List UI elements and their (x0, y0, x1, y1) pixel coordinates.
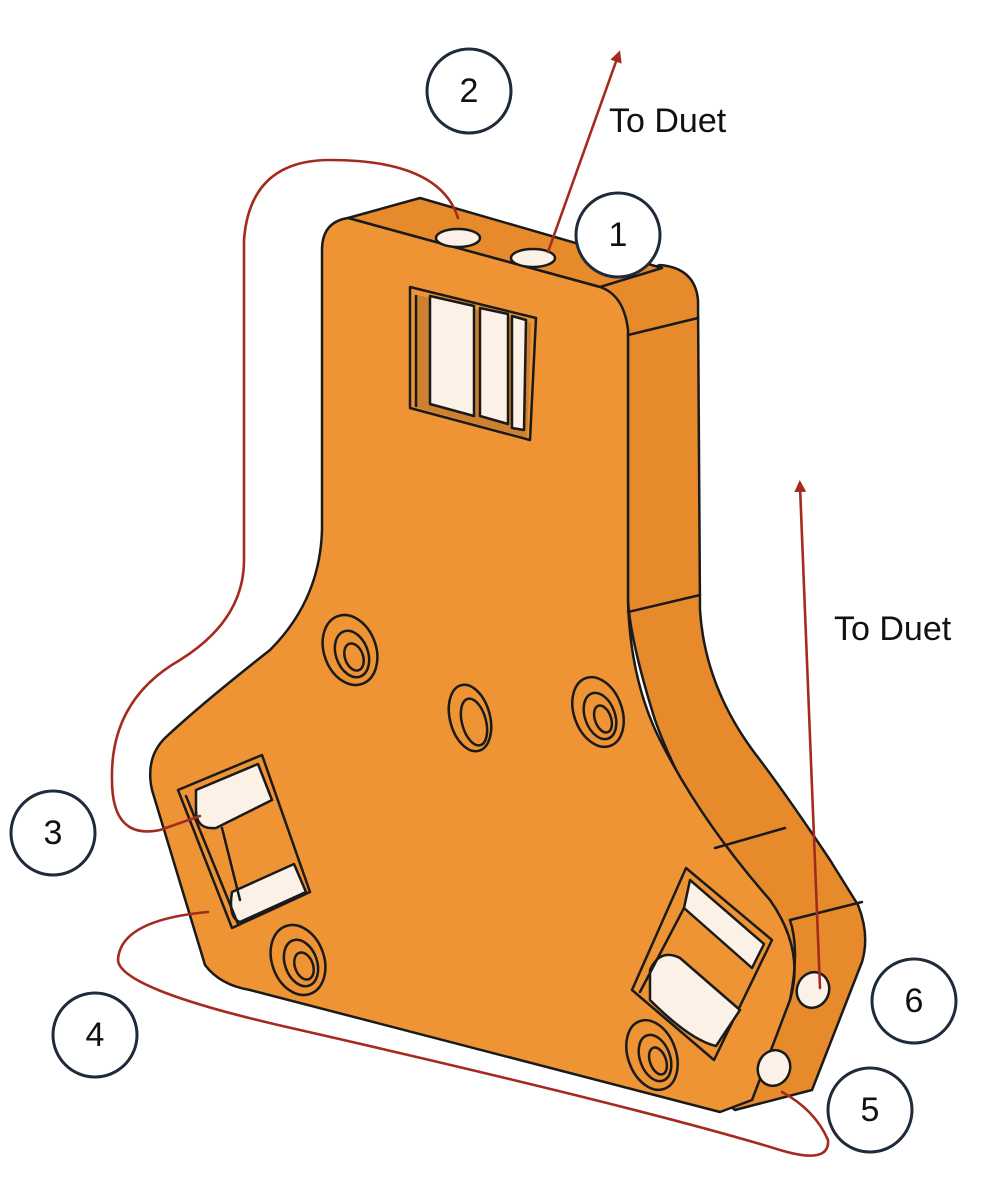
callout-3 (11, 791, 95, 875)
svg-text:2: 2 (459, 72, 479, 110)
svg-text:5: 5 (860, 1091, 880, 1129)
part-body (150, 198, 865, 1112)
port-hole-2 (436, 229, 480, 247)
callout-5 (828, 1068, 912, 1152)
callout-2 (427, 49, 511, 133)
svg-text:6: 6 (904, 982, 924, 1020)
callout-1 (576, 193, 660, 277)
svg-text:1: 1 (608, 216, 628, 254)
svg-text:3: 3 (43, 814, 63, 852)
callout-4 (53, 993, 137, 1077)
svg-text:4: 4 (85, 1016, 105, 1054)
label-to-duet-right: To Duet (834, 610, 952, 648)
label-to-duet-top: To Duet (609, 102, 727, 140)
callout-6 (872, 959, 956, 1043)
